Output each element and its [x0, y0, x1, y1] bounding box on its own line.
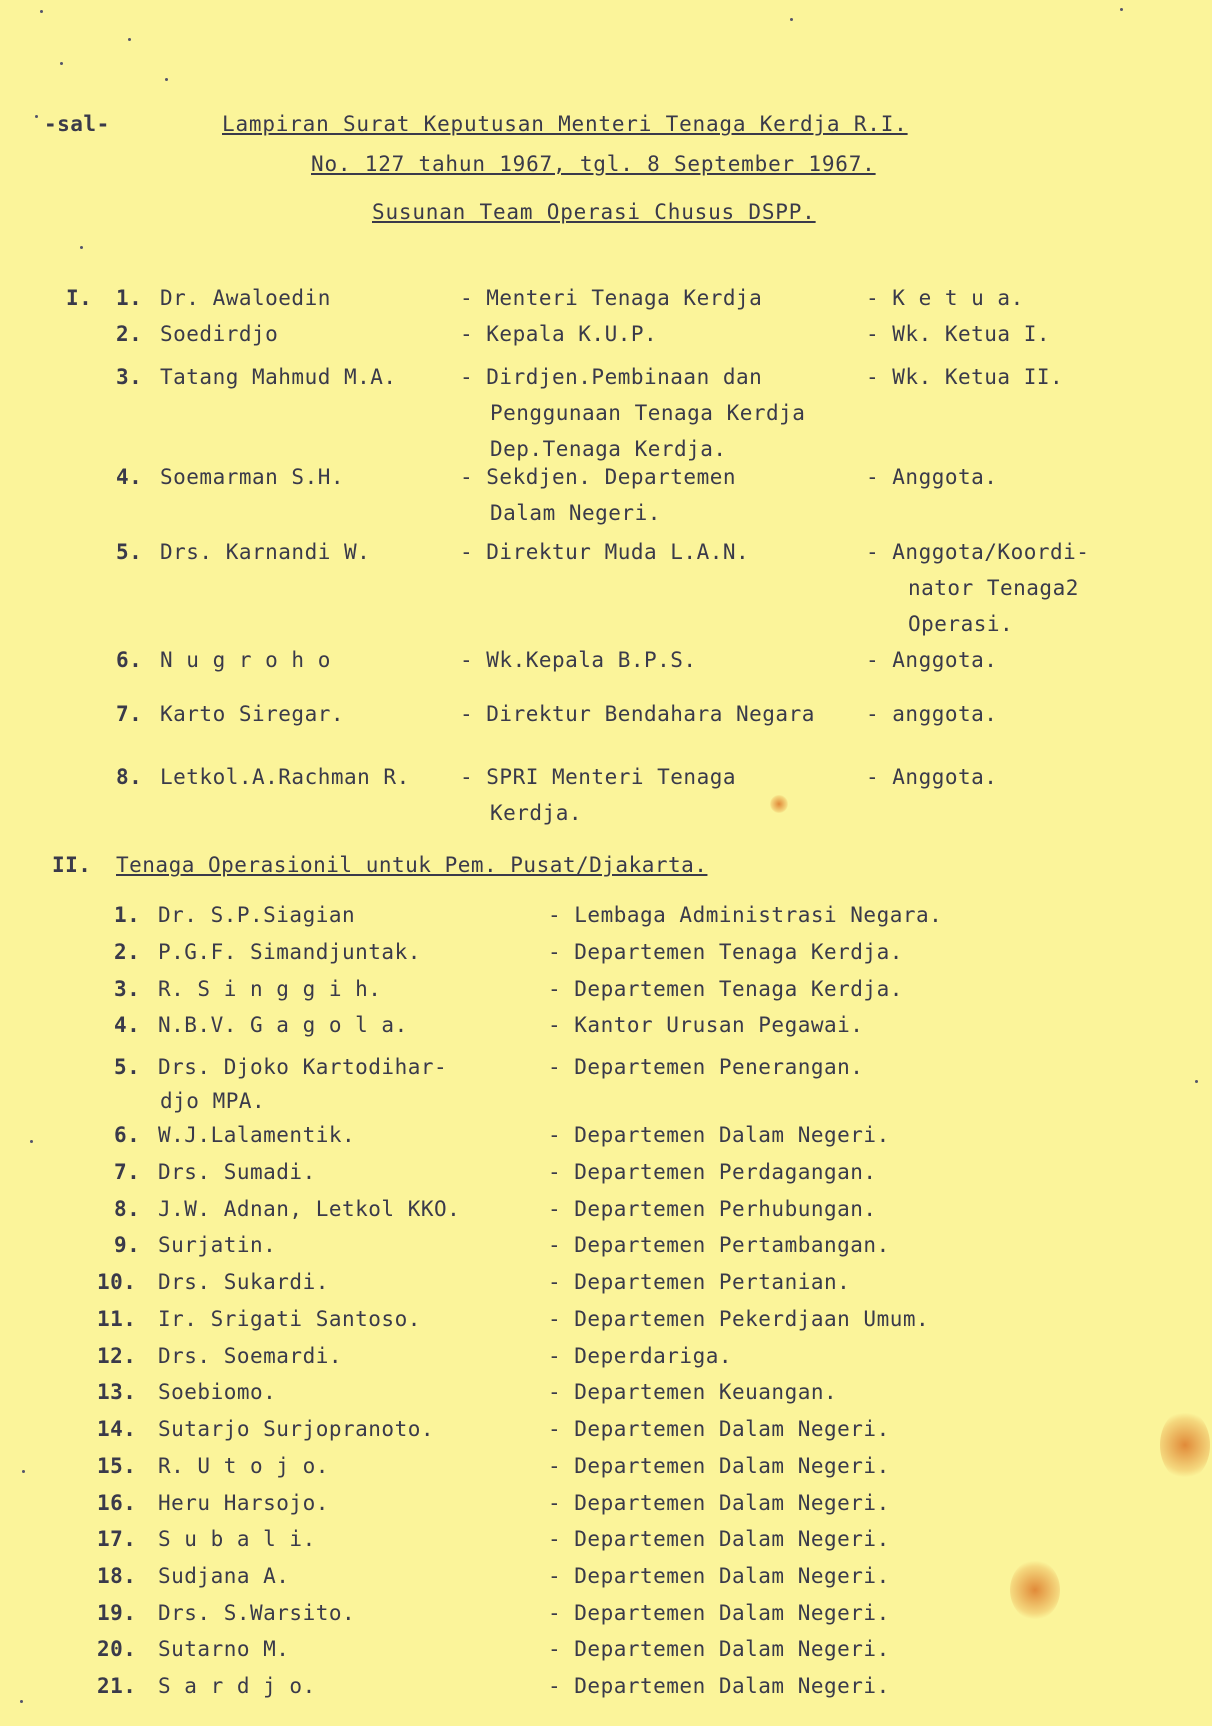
- row-number: 18.: [97, 1564, 137, 1588]
- officer-name: S u b a l i.: [158, 1527, 316, 1551]
- member-position: Dep.Tenaga Kerdja.: [490, 437, 727, 461]
- rust-stain: [1160, 1410, 1210, 1480]
- member-position: Penggunaan Tenaga Kerdja: [490, 401, 806, 425]
- member-role: - Wk. Ketua I.: [866, 322, 1051, 346]
- member-role: - Anggota.: [866, 648, 998, 672]
- officer-department: - Departemen Tenaga Kerdja.: [548, 940, 903, 964]
- officer-department: - Departemen Dalam Negeri.: [548, 1417, 890, 1441]
- row-number: 5.: [116, 540, 143, 564]
- officer-department: - Departemen Perdagangan.: [548, 1160, 877, 1184]
- row-number: 15.: [97, 1454, 137, 1478]
- document-title-line-1: Lampiran Surat Keputusan Menteri Tenaga Kerdja R.I.: [222, 112, 908, 136]
- member-position: - Direktur Bendahara Negara: [460, 702, 815, 726]
- officer-department: - Departemen Tenaga Kerdja.: [548, 977, 903, 1001]
- officer-department: - Departemen Dalam Negeri.: [548, 1454, 890, 1478]
- row-number: 10.: [97, 1270, 137, 1294]
- member-role: - K e t u a.: [866, 286, 1024, 310]
- member-name: Dr. Awaloedin: [160, 286, 331, 310]
- officer-name: Drs. Djoko Kartodihar-: [158, 1055, 448, 1079]
- row-number: 6.: [116, 648, 143, 672]
- officer-name: R. S i n g g i h.: [158, 977, 382, 1001]
- officer-name: Drs. Sumadi.: [158, 1160, 316, 1184]
- officer-department: - Departemen Dalam Negeri.: [548, 1564, 890, 1588]
- officer-department: - Departemen Dalam Negeri.: [548, 1601, 890, 1625]
- row-number: 2.: [116, 322, 143, 346]
- section-1-numeral: I.: [66, 286, 93, 310]
- officer-department: - Departemen Dalam Negeri.: [548, 1123, 890, 1147]
- row-number: 21.: [97, 1674, 137, 1698]
- officer-department: - Departemen Keuangan.: [548, 1380, 838, 1404]
- row-number: 5.: [114, 1055, 141, 1079]
- member-name: Tatang Mahmud M.A.: [160, 365, 397, 389]
- member-position: Dalam Negeri.: [490, 501, 661, 525]
- row-number: 13.: [97, 1380, 137, 1404]
- row-number: 3.: [114, 977, 141, 1001]
- officer-name: Drs. Soemardi.: [158, 1344, 343, 1368]
- member-name: Soedirdjo: [160, 322, 279, 346]
- row-number: 9.: [114, 1233, 141, 1257]
- row-number: 4.: [114, 1013, 141, 1037]
- officer-name: N.B.V. G a g o l a.: [158, 1013, 408, 1037]
- officer-department: - Departemen Pertambangan.: [548, 1233, 890, 1257]
- row-number: 14.: [97, 1417, 137, 1441]
- row-number: 16.: [97, 1491, 137, 1515]
- officer-name: P.G.F. Simandjuntak.: [158, 940, 421, 964]
- member-role: - Anggota.: [866, 765, 998, 789]
- row-number: 8.: [116, 765, 143, 789]
- officer-name: Sutarno M.: [158, 1637, 290, 1661]
- row-number: 20.: [97, 1637, 137, 1661]
- member-position: - Kepala K.U.P.: [460, 322, 658, 346]
- member-name: Karto Siregar.: [160, 702, 345, 726]
- row-number: 11.: [97, 1307, 137, 1331]
- officer-department: - Departemen Dalam Negeri.: [548, 1527, 890, 1551]
- row-number: 19.: [97, 1601, 137, 1625]
- document-title-line-2: No. 127 tahun 1967, tgl. 8 September 1967.: [311, 152, 876, 176]
- document-title-line-3: Susunan Team Operasi Chusus DSPP.: [372, 200, 816, 224]
- row-number: 17.: [97, 1527, 137, 1551]
- row-number: 1.: [116, 286, 143, 310]
- officer-name: Sudjana A.: [158, 1564, 290, 1588]
- officer-name: djo MPA.: [160, 1089, 266, 1113]
- officer-name: Ir. Srigati Santoso.: [158, 1307, 421, 1331]
- officer-name: Dr. S.P.Siagian: [158, 903, 356, 927]
- officer-name: Drs. S.Warsito.: [158, 1601, 356, 1625]
- row-number: 1.: [114, 903, 141, 927]
- page-mark: -sal-: [44, 112, 110, 136]
- member-position: - Direktur Muda L.A.N.: [460, 540, 750, 564]
- officer-department: - Departemen Perhubungan.: [548, 1197, 877, 1221]
- officer-department: - Kantor Urusan Pegawai.: [548, 1013, 864, 1037]
- officer-name: S a r d j o.: [158, 1674, 316, 1698]
- member-position: - Dirdjen.Pembinaan dan: [460, 365, 763, 389]
- member-name: N u g r o h o: [160, 648, 331, 672]
- member-role: Operasi.: [908, 612, 1014, 636]
- member-position: - Menteri Tenaga Kerdja: [460, 286, 763, 310]
- section-2-title: Tenaga Operasionil untuk Pem. Pusat/Djakarta.: [116, 853, 708, 877]
- officer-name: Heru Harsojo.: [158, 1491, 329, 1515]
- officer-department: - Departemen Pekerdjaan Umum.: [548, 1307, 930, 1331]
- row-number: 3.: [116, 365, 143, 389]
- officer-name: R. U t o j o.: [158, 1454, 329, 1478]
- member-name: Soemarman S.H.: [160, 465, 345, 489]
- member-role: - Anggota.: [866, 465, 998, 489]
- member-position: - Sekdjen. Departemen: [460, 465, 737, 489]
- officer-name: Sutarjo Surjopranoto.: [158, 1417, 435, 1441]
- officer-department: - Lembaga Administrasi Negara.: [548, 903, 943, 927]
- row-number: 12.: [97, 1344, 137, 1368]
- member-role: - Anggota/Koordi-: [866, 540, 1090, 564]
- member-position: - Wk.Kepala B.P.S.: [460, 648, 697, 672]
- rust-stain: [770, 795, 788, 813]
- section-2-numeral: II.: [52, 853, 92, 877]
- row-number: 7.: [114, 1160, 141, 1184]
- member-position: - SPRI Menteri Tenaga: [460, 765, 737, 789]
- member-role: nator Tenaga2: [908, 576, 1079, 600]
- officer-name: W.J.Lalamentik.: [158, 1123, 356, 1147]
- row-number: 4.: [116, 465, 143, 489]
- officer-name: J.W. Adnan, Letkol KKO.: [158, 1197, 461, 1221]
- row-number: 8.: [114, 1197, 141, 1221]
- officer-department: - Departemen Dalam Negeri.: [548, 1637, 890, 1661]
- row-number: 7.: [116, 702, 143, 726]
- row-number: 6.: [114, 1123, 141, 1147]
- officer-name: Surjatin.: [158, 1233, 277, 1257]
- member-position: Kerdja.: [490, 801, 583, 825]
- officer-department: - Deperdariga.: [548, 1344, 733, 1368]
- officer-name: Soebiomo.: [158, 1380, 277, 1404]
- member-name: Drs. Karnandi W.: [160, 540, 371, 564]
- officer-department: - Departemen Dalam Negeri.: [548, 1491, 890, 1515]
- officer-name: Drs. Sukardi.: [158, 1270, 329, 1294]
- member-name: Letkol.A.Rachman R.: [160, 765, 410, 789]
- officer-department: - Departemen Dalam Negeri.: [548, 1674, 890, 1698]
- officer-department: - Departemen Penerangan.: [548, 1055, 864, 1079]
- row-number: 2.: [114, 940, 141, 964]
- member-role: - anggota.: [866, 702, 998, 726]
- member-role: - Wk. Ketua II.: [866, 365, 1064, 389]
- officer-department: - Departemen Pertanian.: [548, 1270, 851, 1294]
- rust-stain: [1010, 1560, 1060, 1620]
